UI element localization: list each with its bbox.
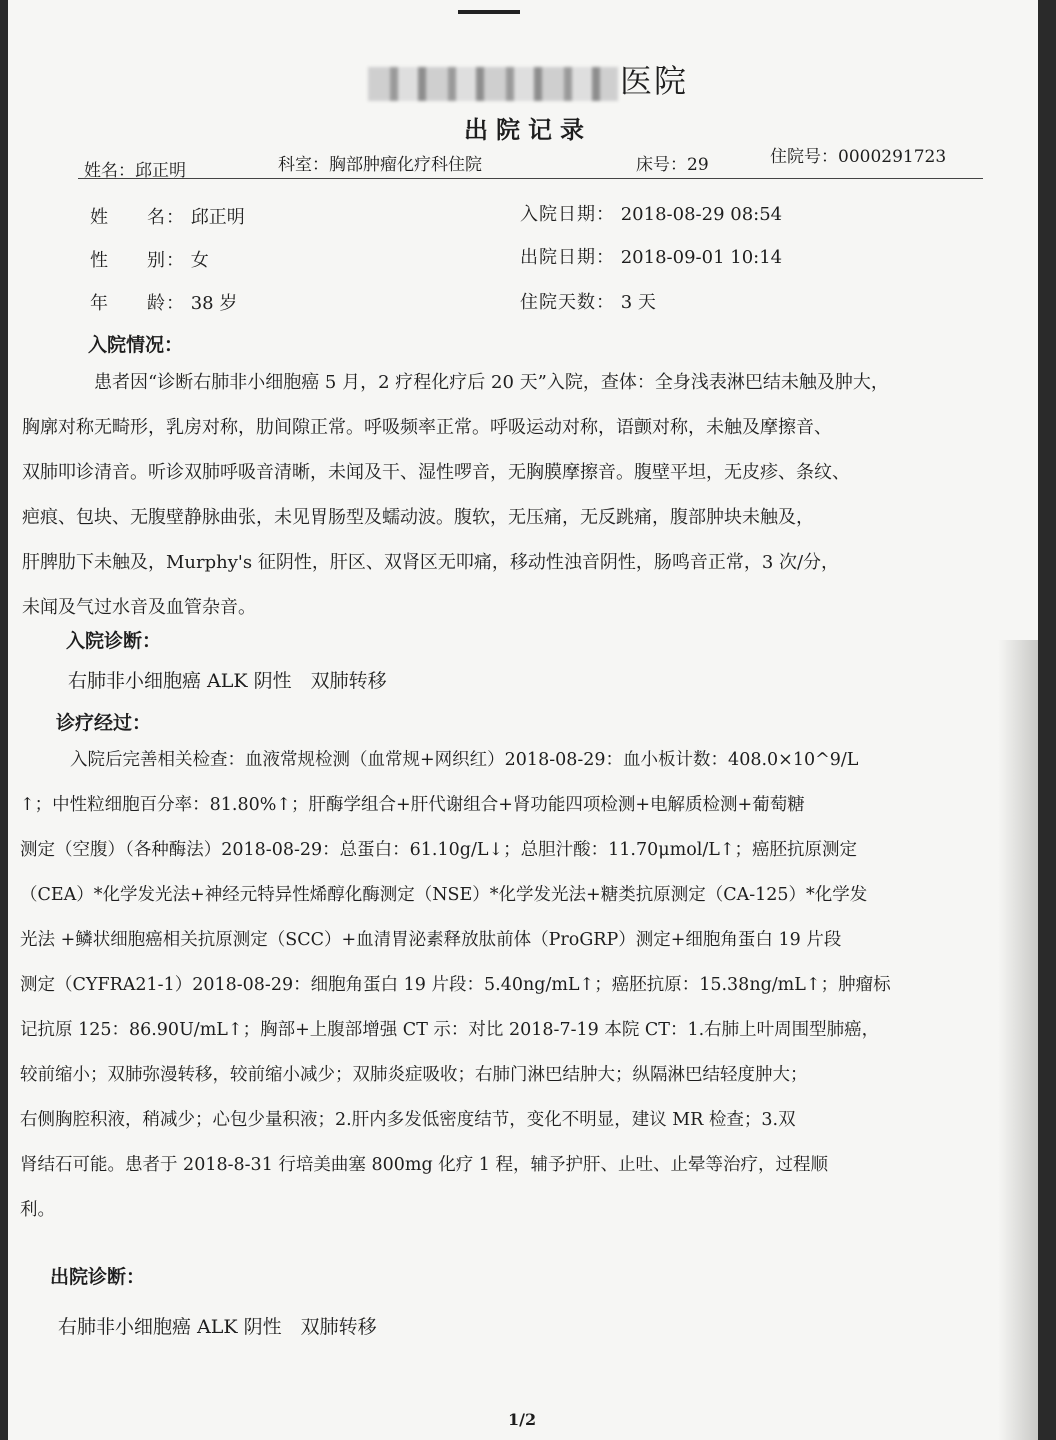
treatment-line: 测定（CYFRA21-1）2018-08-29：细胞角蛋白 19 片段：5.40ng/mL↑；癌胚抗原：15.38ng/mL↑；肿瘤标 bbox=[20, 975, 891, 995]
treatment-line: 测定（空腹）（各种酶法）2018-08-29：总蛋白：61.10g/L↓；总胆汁酸：11.70μmol/L↑；癌胚抗原测定 bbox=[20, 840, 858, 860]
admission-status-line: 疤痕、包块、无腹壁静脉曲张，未见胃肠型及蠕动波。腹软，无压痛，无反跳痛，腹部肿块未触及， bbox=[22, 507, 814, 528]
treatment-line: 入院后完善相关检查：血液常规检测（血常规+网织红）2018-08-29：血小板计数：408.0×10^9/L bbox=[70, 750, 859, 770]
admission-status-line: 肝脾肋下未触及，Murphy's 征阴性，肝区、双肾区无叩痛，移动性浊音阴性，肠鸣音正常，3 次/分， bbox=[22, 552, 840, 573]
discharge-date-row bbox=[520, 243, 782, 269]
document-page bbox=[8, 0, 1038, 1440]
stay-days-label: 住院天数： bbox=[520, 292, 615, 313]
treatment-line: 肾结石可能。患者于 2018-8-31 行培美曲塞 800mg 化疗 1 程，辅予护肝、止吐、止晕等治疗，过程顺 bbox=[20, 1155, 828, 1175]
patient-age-row bbox=[90, 289, 237, 315]
patient-age-value: 38 岁 bbox=[190, 293, 238, 314]
treatment-line: 较前缩小；双肺弥漫转移，较前缩小减少；双肺炎症吸收；右肺门淋巴结肿大；纵隔淋巴结轻度肿大； bbox=[20, 1065, 808, 1085]
info-admission-number: 住院号：0000291723 bbox=[770, 147, 947, 167]
hospital-name bbox=[368, 56, 688, 102]
patient-name-value: 邱正明 bbox=[190, 207, 245, 228]
discharge-date-label: 出院日期： bbox=[520, 247, 615, 268]
treatment-line: 右侧胸腔积液，稍减少；心包少量积液；2.肝内多发低密度结节，变化不明显，建议 MR 检查；3.双 bbox=[20, 1110, 796, 1130]
patient-gender-row bbox=[90, 246, 209, 272]
admission-status-line: 患者因“诊断右肺非小细胞癌 5 月，2 疗程化疗后 20 天”入院，查体：全身浅表淋巴结未触及肿大， bbox=[94, 372, 889, 393]
hospital-name-suffix: 医院 bbox=[620, 62, 689, 100]
admission-status-line: 胸廓对称无畸形，乳房对称，肋间隙正常。呼吸频率正常。呼吸运动对称，语颤对称，未触及摩擦音、 bbox=[22, 417, 832, 438]
patient-name-label: 姓 名： bbox=[90, 207, 185, 228]
discharge-date-value: 2018-09-01 10:14 bbox=[620, 247, 783, 268]
admit-date-label: 入院日期： bbox=[520, 204, 615, 225]
admit-date-value: 2018-08-29 08:54 bbox=[620, 204, 783, 225]
treatment-text bbox=[20, 738, 891, 1233]
info-name: 姓名：邱正明 bbox=[84, 161, 186, 181]
patient-name-row bbox=[90, 203, 245, 229]
patient-gender-label: 性 别： bbox=[90, 250, 185, 271]
admission-status-heading: 入院情况： bbox=[88, 334, 184, 356]
treatment-line: ↑；中性粒细胞百分率：81.80%↑；肝酶学组合+肝代谢组合+肾功能四项检测+电解质检测+葡萄糖 bbox=[20, 795, 805, 815]
admit-date-row bbox=[520, 200, 782, 226]
discharge-diagnosis-text: 右肺非小细胞癌 ALK 阴性 双肺转移 bbox=[58, 1316, 377, 1338]
admission-diagnosis-heading: 入院诊断： bbox=[66, 630, 162, 652]
info-bed: 床号：29 bbox=[636, 155, 709, 175]
treatment-line: （CEA）*化学发光法+神经元特异性烯醇化酶测定（NSE）*化学发光法+糖类抗原测定（CA-125）*化学发 bbox=[20, 885, 868, 905]
top-mark bbox=[458, 10, 520, 14]
treatment-heading: 诊疗经过： bbox=[56, 712, 152, 734]
admission-status-text bbox=[22, 360, 889, 630]
document-title: 出院记录 bbox=[464, 115, 592, 144]
treatment-line: 记抗原 125：86.90U/mL↑；胸部+上腹部增强 CT 示：对比 2018-7-19 本院 CT：1.右肺上叶周围型肺癌， bbox=[20, 1020, 880, 1040]
info-department: 科室：胸部肿瘤化疗科住院 bbox=[278, 155, 482, 175]
admission-status-line: 双肺叩诊清音。听诊双肺呼吸音清晰，未闻及干、湿性啰音，无胸膜摩擦音。腹壁平坦，无皮疹、条纹、 bbox=[22, 462, 850, 483]
page-shadow bbox=[998, 640, 1038, 1440]
admission-status-line: 未闻及气过水音及血管杂音。 bbox=[22, 597, 256, 618]
redacted-hospital-name bbox=[368, 67, 618, 101]
patient-age-label: 年 龄： bbox=[90, 293, 185, 314]
treatment-line: 光法 +鳞状细胞癌相关抗原测定（SCC）+血清胃泌素释放肽前体（ProGRP）测定+细胞角蛋白 19 片段 bbox=[20, 930, 842, 950]
info-bar bbox=[78, 142, 983, 179]
stay-days-row bbox=[520, 288, 656, 314]
stay-days-value: 3 天 bbox=[620, 292, 656, 313]
patient-gender-value: 女 bbox=[190, 250, 209, 271]
treatment-line: 利。 bbox=[20, 1200, 55, 1220]
page-number: 1/2 bbox=[508, 1410, 537, 1429]
admission-diagnosis-text: 右肺非小细胞癌 ALK 阴性 双肺转移 bbox=[68, 670, 387, 692]
discharge-diagnosis-heading: 出院诊断： bbox=[50, 1266, 146, 1288]
